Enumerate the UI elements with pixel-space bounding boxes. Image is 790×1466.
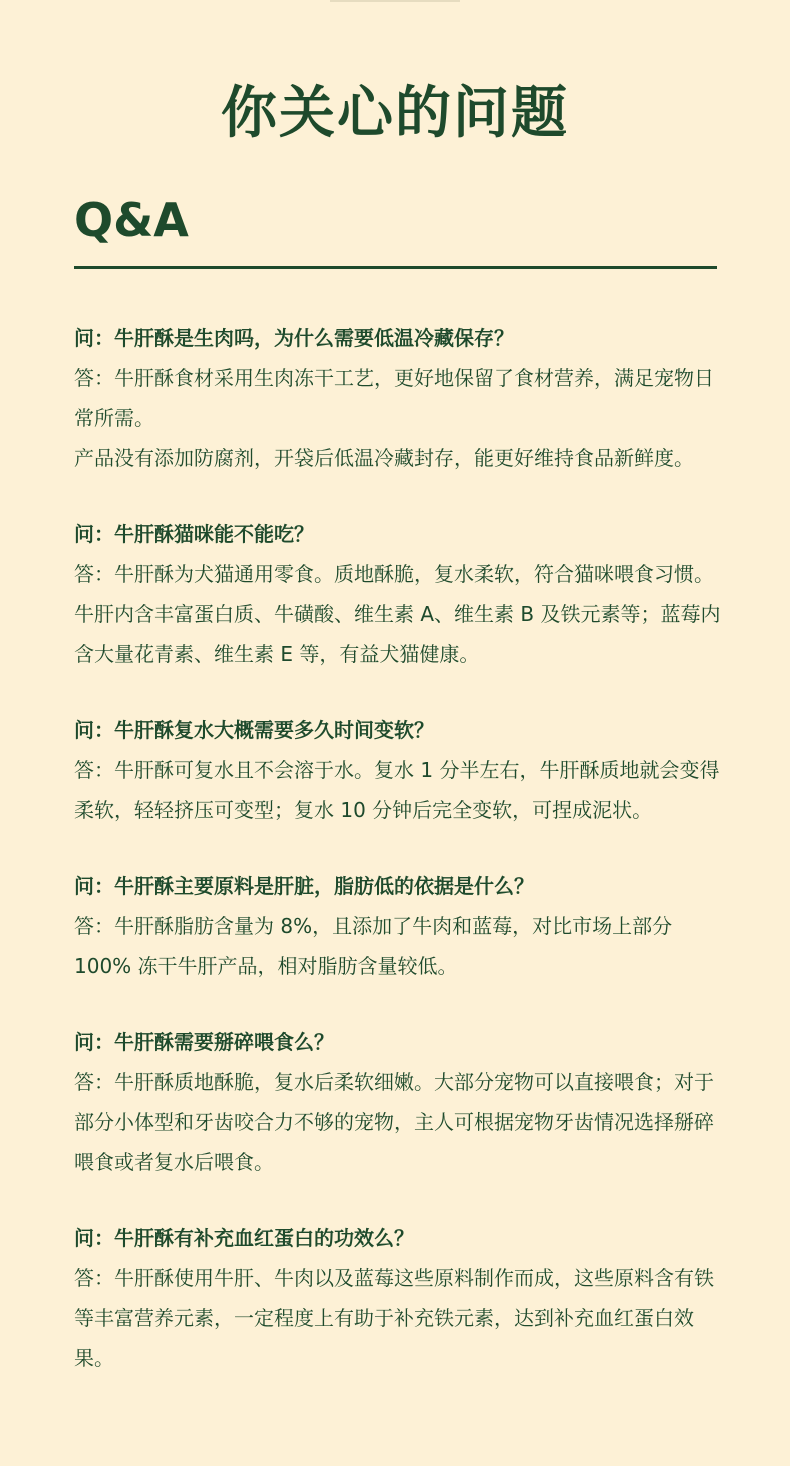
faq-question: 问：牛肝酥有补充血红蛋白的功效么？: [74, 1226, 414, 1250]
heading-divider: [74, 266, 717, 269]
faq-item: [74, 514, 726, 674]
faq-item: [74, 866, 726, 986]
faq-question: 问：牛肝酥复水大概需要多久时间变软？: [74, 718, 434, 742]
faq-answer: 答：牛肝酥食材采用生肉冻干工艺，更好地保留了食材营养，满足宠物日常所需。: [74, 366, 714, 430]
faq-list: [74, 318, 726, 1414]
faq-question: 问：牛肝酥是生肉吗，为什么需要低温冷藏保存？: [74, 326, 514, 350]
faq-answer: 答：牛肝酥使用牛肝、牛肉以及蓝莓这些原料制作而成，这些原料含有铁等丰富营养元素，一定程度上有助于补充铁元素，达到补充血红蛋白效果。: [74, 1266, 714, 1370]
faq-answer: 答：牛肝酥脂肪含量为 8%，且添加了牛肉和蓝莓，对比市场上部分 100% 冻干牛肝产品，相对脂肪含量较低。: [74, 914, 673, 978]
faq-item: [74, 318, 726, 478]
faq-question: 问：牛肝酥猫咪能不能吃？: [74, 522, 314, 546]
faq-answer: 答：牛肝酥为犬猫通用零食。质地酥脆，复水柔软，符合猫咪喂食习惯。牛肝内含丰富蛋白质、牛磺酸、维生素 A、维生素 B 及铁元素等；蓝莓内含大量花青素、维生素 E 等，有益犬猫健康。: [74, 562, 721, 666]
top-decorative-rule: [330, 0, 460, 2]
faq-answer: 答：牛肝酥质地酥脆，复水后柔软细嫩。大部分宠物可以直接喂食；对于部分小体型和牙齿咬合力不够的宠物，主人可根据宠物牙齿情况选择掰碎喂食或者复水后喂食。: [74, 1070, 714, 1174]
faq-item: [74, 710, 726, 830]
faq-answer: 产品没有添加防腐剂，开袋后低温冷藏封存，能更好维持食品新鲜度。: [74, 446, 694, 470]
page-title: 你关心的问题: [221, 81, 569, 146]
faq-question: 问：牛肝酥需要掰碎喂食么？: [74, 1030, 334, 1054]
qa-heading: Q&A: [74, 193, 189, 247]
faq-question: 问：牛肝酥主要原料是肝脏，脂肪低的依据是什么？: [74, 874, 534, 898]
faq-answer: 答：牛肝酥可复水且不会溶于水。复水 1 分半左右，牛肝酥质地就会变得柔软，轻轻挤压可变型；复水 10 分钟后完全变软，可捏成泥状。: [74, 758, 720, 822]
faq-item: [74, 1022, 726, 1182]
faq-item: [74, 1218, 726, 1378]
